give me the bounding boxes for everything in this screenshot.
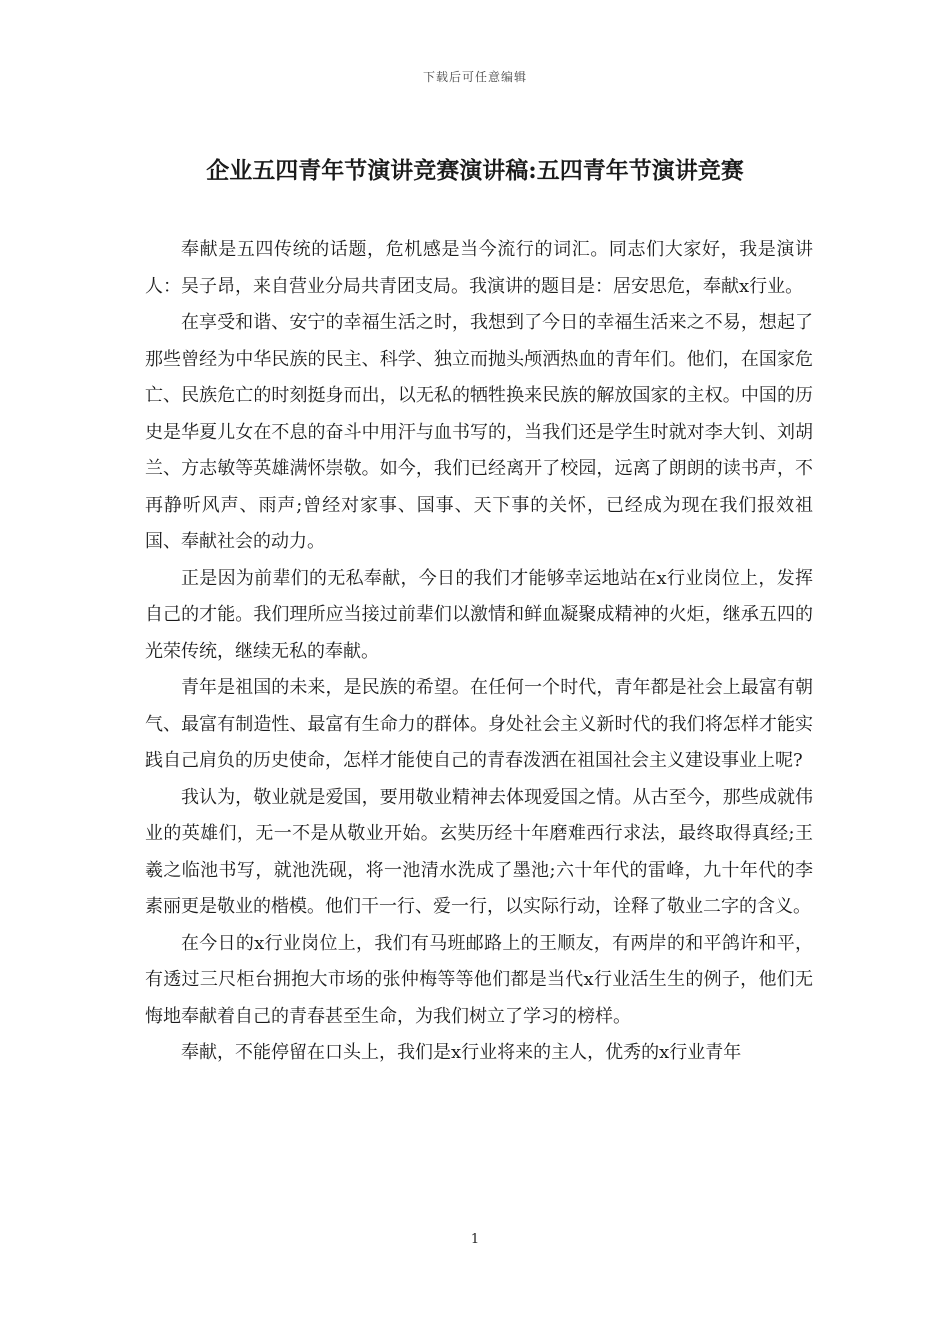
- paragraph: 青年是祖国的未来，是民族的希望。在任何一个时代，青年都是社会上最富有朝气、最富有制造性、最富有生命力的群体。身处社会主义新时代的我们将怎样才能实践自己肩负的历史使命，怎样才能使自己的青春泼洒在祖国社会主义建设事业上呢?: [145, 677, 813, 771]
- paragraph: 正是因为前辈们的无私奉献，今日的我们才能够幸运地站在x行业岗位上，发挥自己的才能。我们理所应当接过前辈们以激情和鲜血凝聚成精神的火炬，继承五四的光荣传统，继续无私的奉献。: [145, 567, 813, 662]
- paragraph: 在享受和谐、安宁的幸福生活之时，我想到了今日的幸福生活来之不易，想起了那些曾经为中华民族的民主、科学、独立而抛头颅洒热血的青年们。他们，在国家危亡、民族危亡的时刻挺身而出，以无私的牺牲换来民族的解放国家的主权。中国的历史是华夏儿女在不息的奋斗中用汗与血书写的，当我们还是学生时就对李大钊、刘胡兰、方志敏等英雄满怀崇敬。如今，我们已经离开了校园，远离了朗朗的读书声，不再静听风声、雨声;曾经对家事、国事、天下事的关怀，已经成为现在我们报效祖国、奉献社会的动力。: [145, 312, 813, 552]
- paragraph: 在今日的x行业岗位上，我们有马班邮路上的王顺友，有两岸的和平鸽许和平，有透过三尺柜台拥抱大市场的张仲梅等等他们都是当代x行业活生生的例子，他们无悔地奉献着自己的青春甚至生命，为我们树立了学习的榜样。: [145, 932, 813, 1027]
- paragraph: 我认为，敬业就是爱国，要用敬业精神去体现爱国之情。从古至今，那些成就伟业的英雄们，无一不是从敬业开始。玄奘历经十年磨难西行求法，最终取得真经;王羲之临池书写，就池洗砚，将一池清水洗成了墨池;六十年代的雷峰，九十年代的李素丽更是敬业的楷模。他们干一行、爱一行，以实际行动，诠释了敬业二字的含义。: [145, 786, 813, 917]
- page-number: 1: [470, 1232, 480, 1247]
- document-title: 企业五四青年节演讲竞赛演讲稿:五四青年节演讲竞赛: [206, 157, 744, 184]
- document-body: [145, 232, 813, 1072]
- paragraph: 奉献是五四传统的话题，危机感是当今流行的词汇。同志们大家好，我是演讲人：吴子昂，来自营业分局共青团支局。我演讲的题目是：居安思危，奉献x行业。: [145, 239, 813, 297]
- header-note: 下载后可任意编辑: [422, 70, 527, 84]
- paragraph: 奉献，不能停留在口头上，我们是x行业将来的主人，优秀的x行业青年: [181, 1042, 742, 1063]
